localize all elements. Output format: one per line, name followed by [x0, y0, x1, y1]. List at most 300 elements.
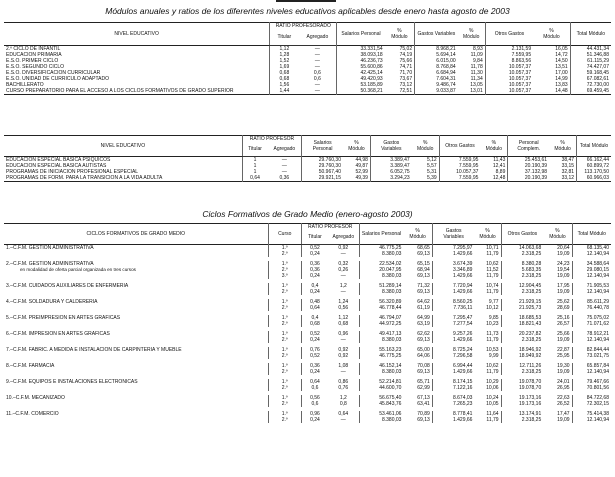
cell-pct-gastos: 11,79: [486, 272, 499, 279]
cell-otros-gastos: 12.711,26: [501, 361, 543, 369]
cell-pct-gastos: 11,79: [486, 368, 499, 375]
cell-pct-salarios: 49,87: [355, 162, 368, 169]
cell-agregado: 1,24: [338, 298, 349, 305]
cell-total-modulo: 44.431,34: [570, 45, 611, 52]
cell-titular: 0,52: [301, 244, 328, 251]
cell-gastos-variables: 5.694,14: [415, 52, 458, 58]
table-row: [4, 329, 611, 337]
cell-titular: 1,12: [270, 45, 299, 52]
cell-total-modulo: 67.082,61: [570, 76, 611, 82]
cell-salarios: 56.320,89: [359, 297, 403, 305]
cell-agregado: 1,08: [338, 362, 349, 369]
col-gastos-variables: Gastos Variables: [370, 136, 411, 157]
cell-gastos-variables: 8.560,25: [432, 297, 474, 305]
cell-pct-gastos: 10,74: [486, 282, 499, 289]
cell-salarios: 55.600,86: [337, 64, 385, 70]
cell-pct-otros: 22,87: [557, 346, 570, 353]
cell-titular: 0,96: [301, 409, 328, 417]
cell-agregado: 1,12: [338, 314, 349, 321]
cell-pct-salarios: 68,65: [417, 244, 430, 251]
cell-titular: 0,24: [301, 251, 328, 259]
cell-pct-gastos: 10,23: [486, 320, 499, 327]
cell-gastos-variables: 1.429,66: [432, 369, 474, 377]
cell-pct-otros: 19,09: [557, 272, 570, 279]
cell-agregado: —: [281, 156, 287, 163]
cell-agregado: 0,76: [338, 384, 349, 391]
cell-salarios: 44.600,70: [359, 385, 403, 393]
cell-curso: 2.º: [268, 369, 301, 377]
cell-salarios: 56.675,40: [359, 393, 403, 401]
cell-pct-gastos: 10,05: [486, 400, 499, 407]
cell-salarios: 8.380,03: [359, 417, 403, 423]
cell-total-modulo: 12.140,94: [572, 251, 611, 259]
cell-agregado: 0,92: [338, 352, 349, 359]
ciclo-name: 6.–C.F.M. IMPRESIÓN EN ARTES GRÁFICAS: [6, 330, 110, 337]
cell-otros-gastos: 5.683,35: [501, 267, 543, 273]
cell-agregado: —: [281, 168, 287, 175]
table-row: [4, 345, 611, 353]
cell-agregado: 0,6: [313, 69, 321, 76]
cell-otros-gastos: 10.057,37: [485, 70, 533, 76]
cell-titular: 0,64: [301, 377, 328, 385]
cell-salarios: 8.380,03: [359, 369, 403, 377]
cell-gastos-variables: 3.294,23: [370, 175, 411, 182]
cell-pct-gastos: 13,05: [470, 81, 483, 88]
cell-salarios: 53.185,89: [337, 82, 385, 88]
cell-pct-otros: 22,63: [557, 394, 570, 401]
cell-pct-salarios: 63,19: [417, 320, 430, 327]
cell-pct-personal: 33,12: [561, 174, 575, 181]
cell-titular: 1: [242, 156, 267, 163]
cell-otros-gastos: 18.949,92: [501, 353, 543, 361]
cell-curso: 2.º: [268, 401, 301, 409]
cell-pct-gastos: 11,79: [486, 416, 499, 423]
cell-titular: 0,64: [242, 175, 267, 182]
cell-gastos-variables: 8.768,84: [415, 64, 458, 70]
col-total-modulo: Total Módulo: [572, 224, 611, 245]
table-row: [4, 409, 611, 417]
cell-otros-gastos: 19.173,16: [501, 401, 543, 409]
cell-otros-gastos: 2.318,25: [501, 369, 543, 377]
cell-otros-gastos: 10.057,37: [485, 88, 533, 95]
col-pct-modulo-2: % Módulo: [416, 139, 434, 152]
cell-salarios: 49.417,13: [359, 329, 403, 337]
table1-title: Módulos anuales y ratios de los diferentes niveles educativos aplicables desde enero hasta agosto de 2003: [105, 6, 510, 16]
cell-titular: 0,6: [301, 401, 328, 409]
cell-total-modulo: 70.801,56: [572, 385, 611, 393]
cell-pct-salarios: 65,15: [417, 260, 430, 267]
col-otros-gastos: Otros Gastos: [439, 136, 480, 157]
cell-pct-salarios: 68,94: [417, 266, 430, 273]
cell-pct-otros: 19,09: [557, 416, 570, 423]
cell-salarios: 33.331,54: [337, 45, 385, 52]
table-educacion-especial: [4, 135, 611, 182]
cell-otros-gastos: 21.929,15: [501, 297, 543, 305]
cell-pct-gastos: 11,09: [470, 51, 483, 58]
cell-total-modulo: 72.302,15: [572, 401, 611, 409]
cell-pct-otros: 19,30: [557, 362, 570, 369]
cell-total-modulo: 59.168,45: [570, 70, 611, 76]
cell-gastos-variables: 7.720,94: [432, 281, 474, 289]
cell-pct-salarios: 49,39: [355, 174, 368, 181]
cell-total-modulo: 12.140,94: [572, 273, 611, 281]
cell-agregado: —: [314, 63, 320, 70]
cell-pct-gastos: 10,29: [486, 378, 499, 385]
cell-titular: 0,68: [301, 321, 328, 329]
cell-titular: 1,28: [270, 52, 299, 58]
col-pct-modulo-3: % Módulo: [543, 27, 560, 40]
cell-pct-otros: 17,95: [557, 282, 570, 289]
cell-curso: 1.º: [268, 281, 301, 289]
cell-gastos-variables: 7.277,54: [432, 321, 474, 329]
cell-salarios: 42.425,14: [337, 70, 385, 76]
col-curso: Curso: [268, 224, 301, 245]
cell-titular: 0,52: [301, 329, 328, 337]
cell-salarios: 52.214,81: [359, 377, 403, 385]
cell-otros-gastos: 7.559,95: [439, 163, 480, 169]
cell-pct-salarios: 74,71: [399, 63, 413, 70]
cell-agregado: 0,68: [338, 320, 349, 327]
cell-total-modulo: 75.075,02: [572, 313, 611, 321]
cell-gastos-variables: 3.389,47: [370, 163, 411, 169]
cell-pct-otros: 24,01: [557, 378, 570, 385]
cell-salarios: 46.778,44: [359, 305, 403, 313]
cell-gastos-variables: 8.778,41: [432, 409, 474, 417]
cell-otros-gastos: 8.380,28: [501, 259, 543, 267]
cell-otros-gastos: 2.131,59: [485, 45, 533, 52]
col-titular: Titular: [301, 230, 328, 244]
cell-salarios: 50.368,21: [337, 88, 385, 95]
cell-salarios: 46.775,25: [359, 244, 403, 251]
cell-salarios: 8.380,03: [359, 251, 403, 259]
cell-pct-otros: 17,47: [557, 410, 570, 417]
cell-otros-gastos: 13.174,91: [501, 409, 543, 417]
col-ciclos: CICLOS FORMATIVOS DE GRADO MEDIO: [86, 230, 186, 237]
cell-curso: 1.º: [268, 259, 301, 267]
cell-pct-gastos: 11,78: [470, 63, 483, 70]
cell-nivel: EDUCACIÓN ESPECIAL BÁSICA AUTISTAS: [6, 162, 107, 169]
col-agregado: Agregado: [267, 142, 301, 156]
table-row: [4, 175, 611, 182]
col-agregado: Agregado: [328, 230, 359, 244]
cell-pct-salarios: 62,99: [417, 384, 430, 391]
cell-total-modulo: 75.414,38: [572, 409, 611, 417]
cell-gastos-variables: 7.604,31: [415, 76, 458, 82]
cell-nivel: EDUCACIÓN ESPECIAL BÁSICA PSÍQUICOS: [6, 156, 111, 163]
cell-pct-salarios: 75,02: [399, 45, 413, 52]
cell-otros-gastos: 8.863,56: [485, 58, 533, 64]
table-row: [4, 297, 611, 305]
cell-pct-otros: 14,99: [555, 75, 568, 82]
col-otros-gastos: Otros Gastos: [485, 23, 533, 46]
ciclo-name: 9.–C.F.M. EQUIPOS E INSTALACIONES ELECTRÓNICAS: [6, 378, 138, 385]
cell-pct-otros: 19,09: [557, 368, 570, 375]
cell-titular: 1,52: [270, 58, 299, 64]
cell-agregado: 0,56: [338, 304, 349, 311]
col-ratio-profesorado: RATIO PROFESORADO: [270, 23, 337, 30]
cell-curso: 2.º: [268, 353, 301, 361]
table-row: [4, 313, 611, 321]
table-ciclos-formativos: [4, 223, 611, 423]
cell-gastos-variables: 8.174,15: [432, 377, 474, 385]
cell-pct-otros: 26,95: [557, 384, 570, 391]
cell-titular: 0,24: [301, 289, 328, 297]
cell-pct-otros: 26,52: [557, 400, 570, 407]
col-ratio-profesor: RATIO PROFESOR: [301, 224, 359, 231]
cell-salarios: 8.380,03: [359, 289, 403, 297]
cell-titular: 0,36: [301, 259, 328, 267]
cell-pct-salarios: 73,67: [399, 75, 413, 82]
cell-pct-otros: 26,57: [557, 320, 570, 327]
cell-pct-otros: 8,89: [495, 168, 506, 175]
cell-titular: 0,56: [301, 393, 328, 401]
cell-agregado: —: [314, 51, 320, 58]
cell-pct-otros: 17,00: [555, 69, 568, 76]
cell-total-modulo: 82.844,44: [572, 345, 611, 353]
cell-pct-otros: 20,64: [557, 244, 570, 251]
cell-pct-gastos: 10,24: [486, 394, 499, 401]
cell-total-modulo: 61.115,29: [570, 58, 611, 64]
cell-titular: 1,44: [270, 88, 299, 95]
cell-otros-gastos: 18.685,53: [501, 313, 543, 321]
ciclo-name: 11.–C.F.M. COMERCIO: [6, 410, 59, 417]
col-agregado: Agregado: [298, 29, 336, 45]
cell-pct-salarios: 62,62: [417, 330, 430, 337]
cell-pct-gastos: 9,99: [488, 352, 499, 359]
col-ratio-profesor: RATIO PROFESOR: [242, 136, 302, 143]
cell-nivel: E.S.O. SEGUNDO CICLO: [6, 63, 65, 70]
col-personal-complem: Personal Complem.: [508, 136, 549, 157]
table-niveles-educativos: [4, 22, 611, 95]
ciclo-title: 2.–C.F.M. GESTIÓN ADMINISTRATIVA: [6, 260, 94, 267]
col-pct-modulo-3: % Módulo: [485, 139, 503, 152]
cell-pct-otros: 19,09: [557, 336, 570, 343]
table3-title: Ciclos Formativos de Grado Medio (enero-agosto 2003): [202, 209, 413, 219]
cell-gastos-variables: 9.033,87: [415, 88, 458, 95]
cell-otros-gastos: 7.559,95: [439, 156, 480, 163]
cell-agregado: 0,92: [338, 346, 349, 353]
cell-total-modulo: 85.611,29: [572, 297, 611, 305]
cell-gastos-variables: 1.429,66: [432, 273, 474, 281]
cell-titular: 0,4: [301, 281, 328, 289]
cell-pct-otros: 25,66: [557, 330, 570, 337]
cell-pct-otros: 25,62: [557, 298, 570, 305]
cell-pct-gastos: 9,77: [488, 298, 499, 305]
cell-pct-salarios: 65,71: [417, 378, 430, 385]
cell-otros-gastos: 7.559,95: [439, 175, 480, 182]
cell-total-modulo: 60.966,03: [577, 175, 611, 182]
col-otros-gastos: Otros Gastos: [501, 224, 543, 245]
table-row: [4, 361, 611, 369]
ciclo-name: 7.–C.F.M. FABRIC. A MEDIDA E INSTALACIÓN DE CARPINTERÍA Y MUEBLE: [6, 346, 182, 353]
cell-total-modulo: 60.899,72: [577, 163, 611, 169]
col-total-modulo: Total Módulo: [570, 23, 611, 46]
cell-salarios: 29.760,30: [302, 163, 343, 169]
cell-curso: 2.º: [268, 337, 301, 345]
cell-pct-otros: 13,51: [555, 63, 568, 70]
cell-curso: 1.º: [268, 329, 301, 337]
cell-total-modulo: 12.140,94: [572, 337, 611, 345]
cell-agregado: —: [340, 336, 346, 343]
cell-agregado: 1,2: [339, 394, 347, 401]
ciclo-subtitle: en modalidad de oferta parcial organizada en tres cursos: [20, 266, 136, 272]
cell-titular: 0,36: [301, 361, 328, 369]
cell-pct-gastos: 9,85: [488, 314, 499, 321]
cell-personal-complem: 37.132,98: [508, 169, 549, 175]
cell-gastos-variables: 1.429,66: [432, 417, 474, 423]
table-row: [4, 259, 611, 267]
cell-titular: 0,76: [301, 345, 328, 353]
cell-gastos-variables: 1.429,66: [432, 289, 474, 297]
cell-pct-gastos: 5,57: [426, 162, 437, 169]
cell-pct-gastos: 10,06: [486, 384, 499, 391]
cell-titular: 1,69: [270, 64, 299, 70]
cell-curso: 1.º: [268, 409, 301, 417]
cell-agregado: —: [340, 368, 346, 375]
cell-total-modulo: 78.912,21: [572, 329, 611, 337]
cell-otros-gastos: 2.318,25: [501, 273, 543, 281]
cell-total-modulo: 73.021,75: [572, 353, 611, 361]
cell-total-modulo: 65.857,84: [572, 361, 611, 369]
cell-titular: 0,36: [301, 267, 328, 273]
cell-otros-gastos: 21.925,73: [501, 305, 543, 313]
cell-agregado: 0,64: [338, 410, 349, 417]
cell-agregado: —: [340, 288, 346, 295]
table-row: [4, 281, 611, 289]
cell-pct-gastos: 11,79: [486, 336, 499, 343]
cell-agregado: 0,8: [339, 400, 347, 407]
cell-curso: 1.º: [268, 345, 301, 353]
cell-personal-complem: 20.190,39: [508, 163, 549, 169]
cell-total-modulo: 29.080,15: [572, 267, 611, 273]
cell-total-modulo: 69.459,45: [570, 88, 611, 95]
ciclo-name: 3.–C.F.M. CUIDADOS AUXILIARES DE ENFERMERÍA: [6, 282, 129, 289]
cell-gastos-variables: 6.684,94: [415, 70, 458, 76]
cell-titular: 0,6: [301, 385, 328, 393]
ciclo-name: 10.–C.F.M. MECANIZADO: [6, 394, 65, 401]
top-mark: [276, 0, 336, 2]
col-total-modulo: Total Módulo: [577, 136, 611, 157]
cell-salarios: 8.380,03: [359, 273, 403, 281]
cell-otros-gastos: 20.237,82: [501, 329, 543, 337]
cell-agregado: —: [314, 81, 320, 88]
cell-pct-salarios: 65,00: [417, 346, 430, 353]
cell-pct-salarios: 61,19: [417, 304, 430, 311]
cell-pct-salarios: 69,13: [417, 288, 430, 295]
cell-total-modulo: 113.170,50: [577, 169, 611, 175]
cell-pct-otros: 24,23: [557, 260, 570, 267]
cell-gastos-variables: 6.052,75: [370, 169, 411, 175]
col-nivel-educativo: NIVEL EDUCATIVO: [100, 142, 146, 149]
cell-pct-salarios: 70,89: [417, 410, 430, 417]
col-titular: Titular: [270, 29, 299, 45]
cell-salarios: 29.760,30: [302, 156, 343, 163]
cell-salarios: 8.380,03: [359, 337, 403, 345]
cell-gastos-variables: 9.257,26: [432, 329, 474, 337]
cell-curso: 1.º: [268, 393, 301, 401]
cell-salarios: 51.289,14: [359, 281, 403, 289]
cell-agregado: —: [340, 250, 346, 257]
cell-salarios: 38.093,18: [337, 52, 385, 58]
cell-pct-salarios: 71,32: [417, 282, 430, 289]
col-pct-modulo: % Módulo: [391, 27, 408, 40]
col-pct-modulo: % Módulo: [409, 227, 426, 240]
cell-salarios: 46.775,25: [359, 353, 403, 361]
cell-pct-gastos: 11,34: [470, 75, 483, 82]
cell-nivel: E.S.O. UNIDAD DE CURRÍCULO ADAPTADO: [6, 75, 109, 82]
cell-otros-gastos: 19.173,16: [501, 393, 543, 401]
cell-salarios: 20.047,95: [359, 267, 403, 273]
cell-pct-gastos: 13,01: [470, 87, 483, 94]
cell-curso: 2.º: [268, 289, 301, 297]
col-salarios: Salarios Personal: [337, 23, 385, 46]
cell-total-modulo: 84.722,68: [572, 393, 611, 401]
cell-otros-gastos: 19.078,70: [501, 385, 543, 393]
cell-curso: 2.º: [268, 321, 301, 329]
cell-pct-otros: 14,48: [555, 87, 568, 94]
cell-pct-salarios: 72,51: [399, 87, 413, 94]
cell-pct-salarios: 69,13: [417, 368, 430, 375]
ciclo-name: 1.–C.F.M. GESTIÓN ADMINISTRATIVA: [6, 244, 94, 251]
cell-curso: 1.º: [268, 244, 301, 251]
cell-salarios: 45.843,76: [359, 401, 403, 409]
cell-pct-gastos: 11,30: [470, 69, 483, 76]
cell-pct-salarios: 63,41: [417, 400, 430, 407]
cell-otros-gastos: 2.318,25: [501, 337, 543, 345]
cell-otros-gastos: 18.946,92: [501, 345, 543, 353]
cell-pct-gastos: 8,93: [473, 45, 483, 52]
cell-salarios: 29.921,15: [302, 175, 343, 182]
cell-gastos-variables: 1.429,66: [432, 337, 474, 345]
cell-salarios: 44.972,25: [359, 321, 403, 329]
cell-pct-salarios: 69,13: [417, 336, 430, 343]
cell-pct-gastos: 11,73: [486, 330, 499, 337]
cell-pct-salarios: 67,13: [417, 394, 430, 401]
cell-nivel: EDUCACIÓN PRIMARIA: [6, 51, 62, 58]
cell-agregado: —: [314, 45, 320, 52]
cell-pct-personal: 32,81: [561, 168, 575, 175]
cell-agregado: —: [340, 416, 346, 423]
cell-agregado: —: [340, 272, 346, 279]
cell-gastos-variables: 7.295,97: [432, 244, 474, 251]
cell-pct-gastos: 10,12: [486, 304, 499, 311]
cell-gastos-variables: 3.674,39: [432, 259, 474, 267]
cell-agregado: 0,92: [338, 244, 349, 251]
cell-pct-otros: 16,05: [555, 45, 568, 52]
cell-gastos-variables: 6.994,44: [432, 361, 474, 369]
cell-pct-salarios: 75,66: [399, 57, 413, 64]
cell-total-modulo: 76.440,78: [572, 305, 611, 313]
cell-nivel: BACHILLERATO: [6, 81, 44, 88]
cell-curso: 1.º: [268, 377, 301, 385]
cell-total-modulo: 72.730,00: [570, 82, 611, 88]
cell-titular: 0,24: [301, 337, 328, 345]
cell-titular: 0,48: [301, 297, 328, 305]
cell-salarios: 53.461,06: [359, 409, 403, 417]
cell-pct-salarios: 70,08: [417, 362, 430, 369]
cell-agregado: 0,6: [313, 75, 321, 82]
cell-curso: 2.º: [268, 251, 301, 259]
cell-otros-gastos: 18.821,43: [501, 321, 543, 329]
cell-salarios: 46.152,14: [359, 361, 403, 369]
cell-curso: 1.º: [268, 297, 301, 305]
cell-agregado: 1,2: [339, 282, 347, 289]
col-gastos-variables: Gastos Variables: [415, 23, 458, 46]
cell-curso: 2.º: [268, 305, 301, 313]
cell-pct-personal: 33,15: [561, 162, 575, 169]
cell-nivel: PROGRAMAS DE FORM. PARA LA TRANSICIÓN A LA VIDA ADULTA: [6, 174, 163, 181]
table-row: [4, 377, 611, 385]
